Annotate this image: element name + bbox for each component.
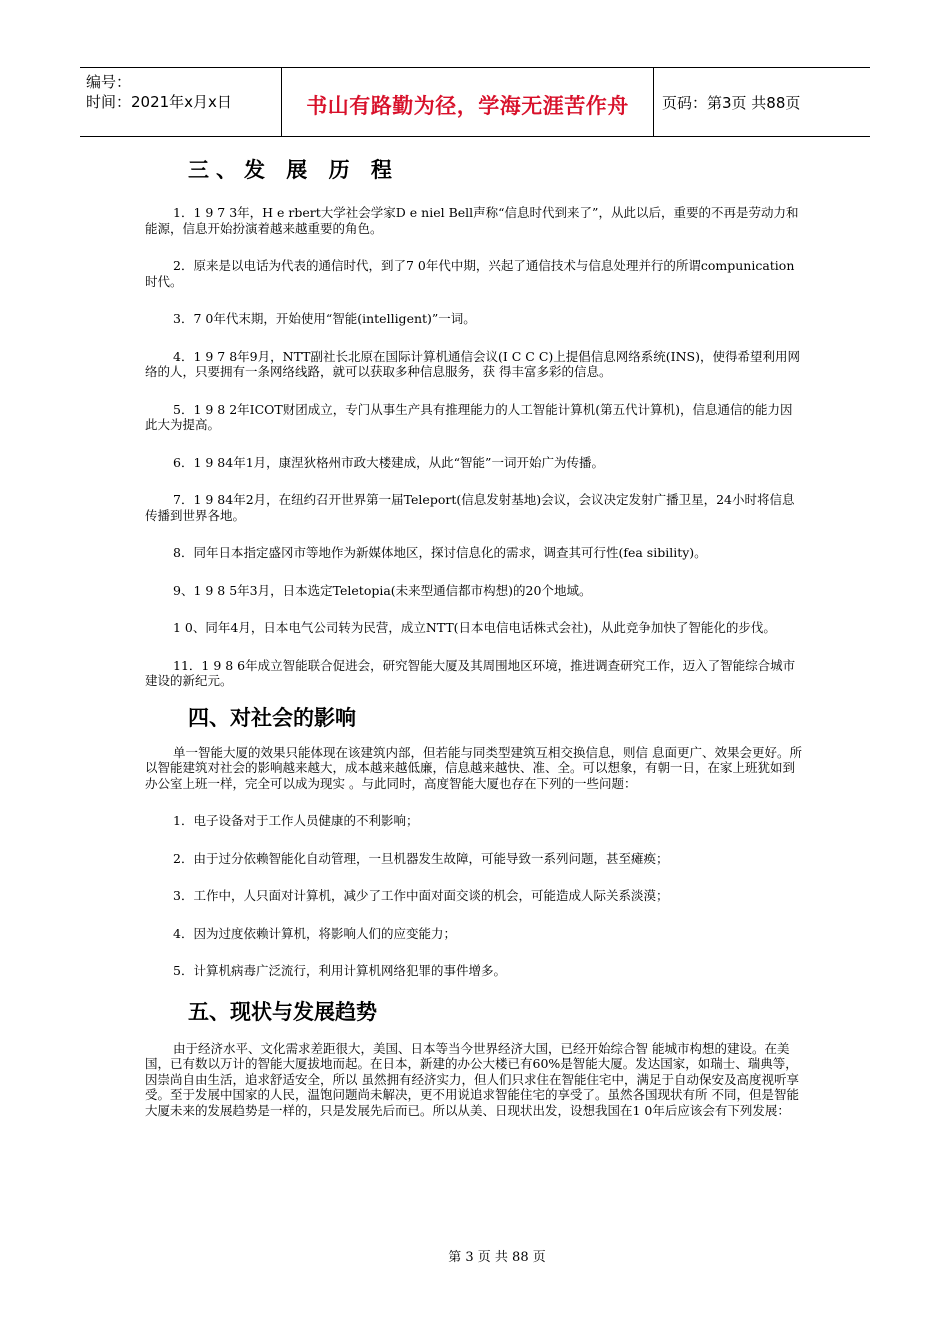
paragraph: 2．原来是以电话为代表的通信时代，到了7 0年代中期，兴起了通信技术与信息处理并行的所谓compunication时代。 [145,258,795,289]
section-title-trends: 五、现状与发展趋势 [188,999,377,1024]
paragraph: 6．1 9 84年1月，康涅狄格州市政大楼建成，从此“智能”一词开始广为传播。 [173,454,604,470]
section-title-social-impact: 四、对社会的影响 [188,705,356,730]
paragraph: 3．7 0年代末期，开始使用“智能(intelligent)”一词。 [173,311,476,326]
paragraph: 11．1 9 8 6年成立智能联合促进会，研究智能大厦及其周围地区环境，推进调查研究工作，迈入了智能综合城市建设的新纪元。 [145,657,796,688]
paragraph: 1．电子设备对于工作人员健康的不利影响； [173,813,419,828]
paragraph: 单一智能大厦的效果只能体现在该建筑内部，但若能与同类型建筑互相交换信息，则信 息面更广、效果会更好。所以智能建筑对社会的影响越来越大，成本越来越低廉，信息越来越快、准、全。可以想象，有朝一日，在家上班犹如到办公室上班一样，完全可以成为现实 。与此同时，高度智能大厦也存在下列的一些问题： [145,744,802,791]
header-motto: 书山有路勤为径，学海无涯苦作舟 [282,68,654,136]
paragraph: 9、1 9 8 5年3月，日本选定Teletopia(未来型通信都市构想)的20个地域。 [173,582,592,598]
paragraph: 8．同年日本指定盛冈市等地作为新媒体地区，探讨信息化的需求，调查其可行性(fea sibility)。 [173,545,707,560]
header-meta [80,68,282,136]
paragraph: 3．工作中，人只面对计算机，减少了工作中面对面交谈的机会，可能造成人际关系淡漠； [173,888,669,903]
paragraph: 7．1 9 84年2月，在纽约召开世界第一届Teleport(信息发射基地)会议，会议决定发射广播卫星，24小时将信息传播到世界各地。 [145,492,795,523]
paragraph: 4．1 9 7 8年9月，NTT副社长北原在国际计算机通信会议(I C C C)上提倡信息网络系统(INS)，使得希望利用网络的人，只要拥有一条网络线路，就可以获取多种信息服务，获 得丰富多彩的信息。 [145,348,800,379]
section-title-history: 三、发 展 历 程 [188,158,399,182]
header-page-info: 页码：第3页 共88页 [662,93,801,112]
paragraph: 由于经济水平、文化需求差距很大，美国、日本等当今世界经济大国，已经开始综合智 能城市构想的建设。在美国，已有数以万计的智能大厦拔地而起。在日本，新建的办公大楼已有60%是智能大厦。发达国家，如瑞士、瑞典等，因崇尚自由生活，追求舒适安全，所以 虽然拥有经济实力，但人们只求住在智能住宅中，满足于自动保安及高度视听享受。至于发展中国家的人民，温饱问题尚未解决，更不用说追求智能住宅的享受了。虽然各国现状有所 不同，但是智能大厦未来的发展趋势是一样的，只是发展先后而已。所以从美、日现状出发，设想我国在1 0年后应该会有下列发展： [145,1040,799,1118]
paragraph: 2．由于过分依赖智能化自动管理，一旦机器发生故障，可能导致一系列问题，甚至瘫痪； [173,850,669,866]
paragraph: 5．计算机病毒广泛流行，利用计算机网络犯罪的事件增多。 [173,963,506,978]
page-footer: 第 3 页 共 88 页 [448,1250,546,1265]
number-label: 编号： [86,73,132,91]
paragraph: 1．1 9 7 3年，H e rbert大学社会学家D e niel Bell声称“信息时代到来了”，从此以后，重要的不再是劳动力和能源，信息开始扮演着越来越重要的角色。 [145,205,799,236]
paragraph: 4．因为过度依赖计算机，将影响人们的应变能力； [173,925,456,941]
time-label: 时间：2021年x月x日 [86,93,232,111]
document-body [145,155,805,1118]
page-header [80,67,870,137]
paragraph: 1 0、同年4月，日本电气公司转为民营，成立NTT(日本电信电话株式会社)，从此竞争加快了智能化的步伐。 [173,620,776,635]
paragraph: 5．1 9 8 2年ICOT财团成立，专门从事生产具有推理能力的人工智能计算机(第五代计算机)，信息通信的能力因此大为提高。 [145,401,793,432]
